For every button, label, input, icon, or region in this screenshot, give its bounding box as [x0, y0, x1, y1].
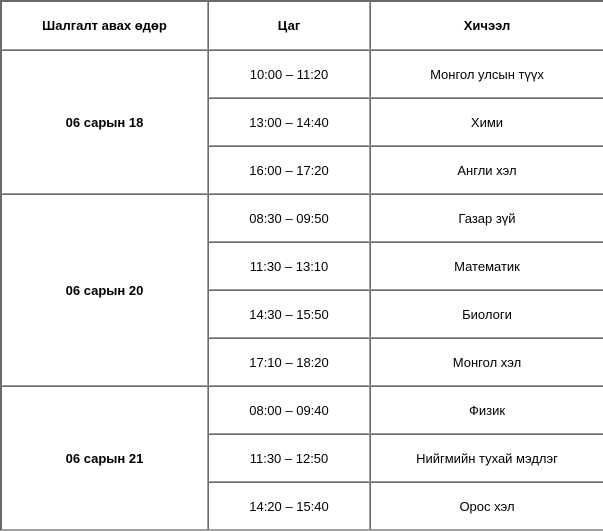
table-row: [1, 386, 603, 434]
subject-cell: Нийгмийн тухай мэдлэг: [370, 434, 603, 482]
subject-cell: Биологи: [370, 290, 603, 338]
exam-date-cell: 06 сарын 20: [1, 194, 208, 386]
subject-cell: Физик: [370, 386, 603, 434]
subject-cell: Монгол хэл: [370, 338, 603, 386]
time-cell: 16:00 – 17:20: [208, 146, 370, 194]
time-cell: 17:10 – 18:20: [208, 338, 370, 386]
subject-cell: Англи хэл: [370, 146, 603, 194]
time-cell: 10:00 – 11:20: [208, 50, 370, 98]
subject-cell: Хими: [370, 98, 603, 146]
header-subject: Хичээл: [370, 1, 603, 50]
subject-cell: Монгол улсын түүх: [370, 50, 603, 98]
time-cell: 13:00 – 14:40: [208, 98, 370, 146]
header-date: Шалгалт авах өдөр: [1, 1, 208, 50]
header-row: [1, 1, 603, 50]
time-cell: 08:00 – 09:40: [208, 386, 370, 434]
subject-cell: Орос хэл: [370, 482, 603, 530]
table-row: [1, 50, 603, 98]
time-cell: 11:30 – 13:10: [208, 242, 370, 290]
time-cell: 11:30 – 12:50: [208, 434, 370, 482]
subject-cell: Математик: [370, 242, 603, 290]
exam-date-cell: 06 сарын 18: [1, 50, 208, 194]
time-cell: 08:30 – 09:50: [208, 194, 370, 242]
time-cell: 14:30 – 15:50: [208, 290, 370, 338]
time-cell: 14:20 – 15:40: [208, 482, 370, 530]
header-time: Цаг: [208, 1, 370, 50]
subject-cell: Газар зүй: [370, 194, 603, 242]
exam-date-cell: 06 сарын 21: [1, 386, 208, 530]
table-row: [1, 194, 603, 242]
